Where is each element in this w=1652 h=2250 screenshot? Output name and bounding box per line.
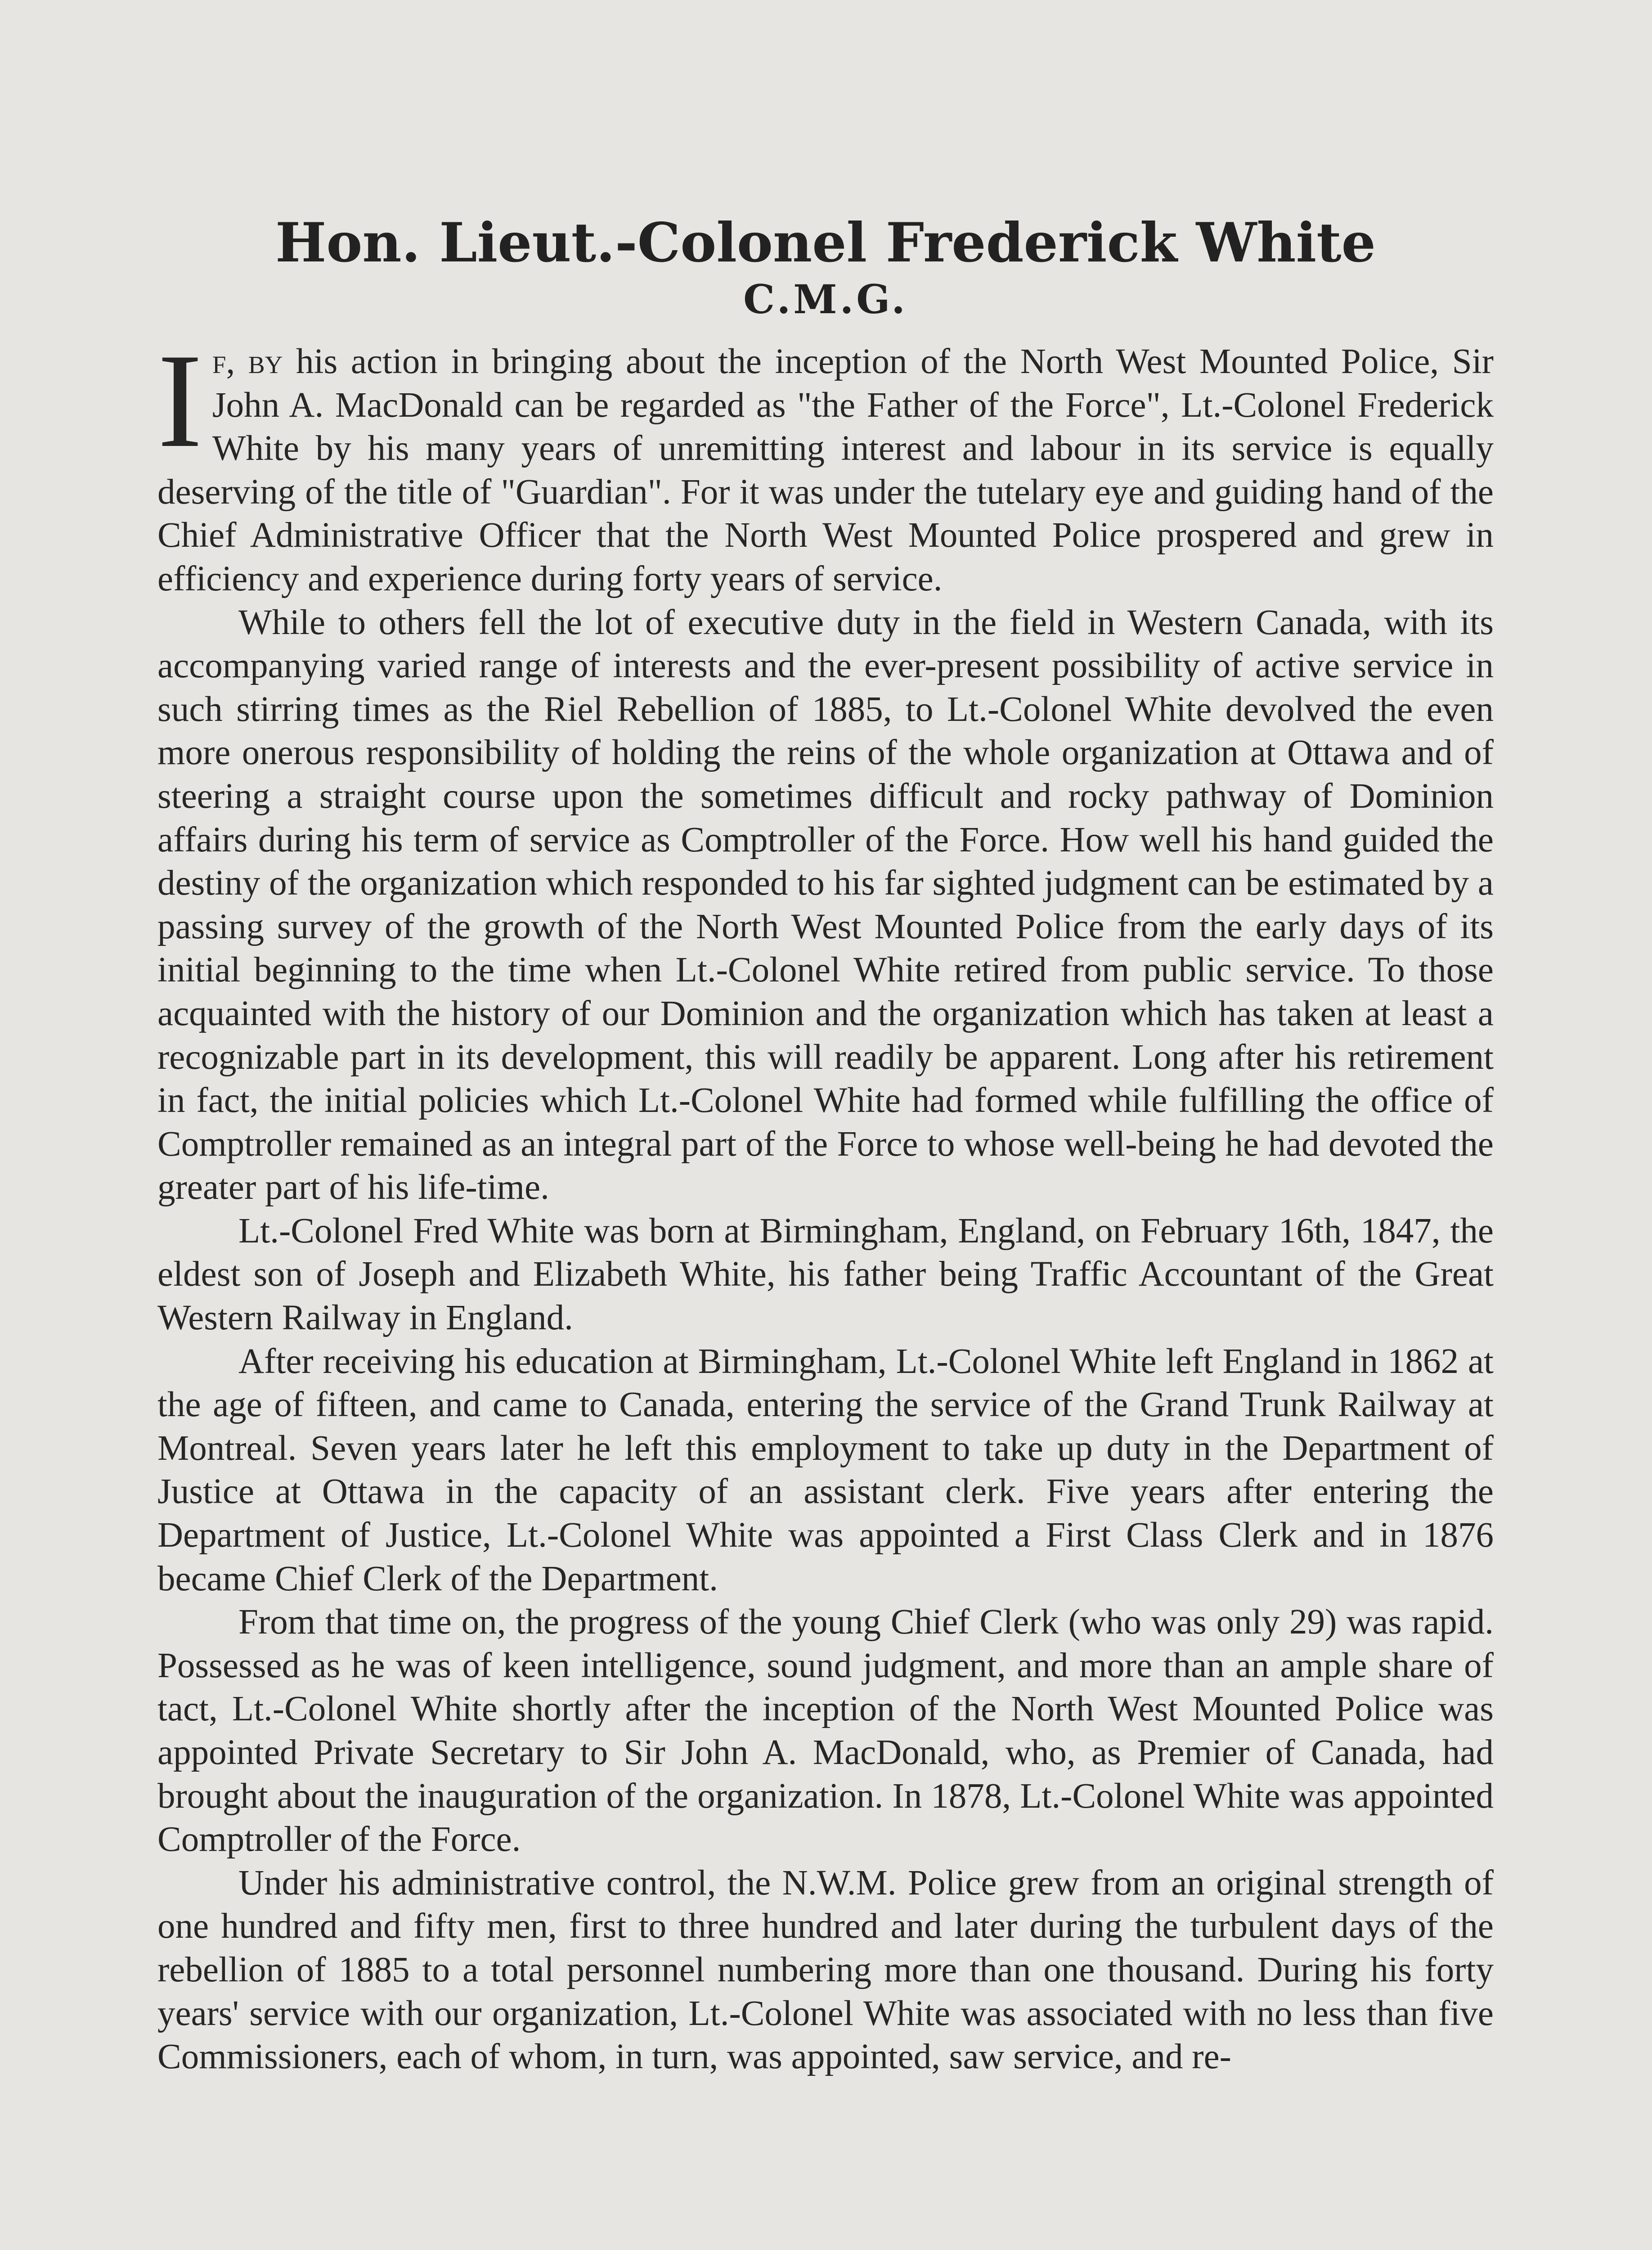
paragraph-5: From that time on, the progress of the young Chief Clerk (who was only 29) was rapid. Possessed as he was of keen intelligence, sound judgment, and more than an ample share of tact, Lt.-Colonel White shortly after the inception of the North West Mounted Police was appointed Private Secretary to Sir John A. MacDonald, who, as Premier of Canada, had brought about the inauguration of the organization. In 1878, Lt.-Colonel White was appointed Comptroller of the Force. — [157, 1602, 1494, 1859]
paragraph-2: While to others fell the lot of executive duty in the field in Western Canada, with its accompanying varied range of interests and the ever-present possibility of active service in such stirring times as the Riel Rebellion of 1885, to Lt.-Colonel White devolved the even more onerous responsibility of holding the reins of the whole organization at Ottawa and of steering a straight course upon the sometimes difficult and rocky pathway of Dominion affairs during his term of service as Comptroller of the Force. How well his hand guided the destiny of the organization which responded to his far sighted judgment can be estimated by a passing survey of the growth of the North West Mounted Police from the early days of its initial beginning to the time when Lt.-Colonel White retired from public service. To those acquainted with the history of our Dominion and the organization which has taken at least a recognizable part in its development, this will readily be apparent. Long after his retirement in fact, the initial policies which Lt.-Colonel White had formed while fulfilling the office of Comptroller remained as an integral part of the Force to whose well-being he had devoted the greater part of his life-time. — [157, 603, 1494, 1207]
paragraph-1 — [157, 326, 1494, 601]
page-title: Hon. Lieut.-Colonel Frederick White — [275, 211, 1376, 274]
paragraph-4: After receiving his education at Birmingham, Lt.-Colonel White left England in 1862 at the age of fifteen, and came to Canada, entering the service of the Grand Trunk Railway at Montreal. Seven years later he left this employment to take up duty in the Department of Justice at Ottawa in the capacity of an assistant clerk. Five years after entering the Department of Justice, Lt.-Colonel White was appointed a First Class Clerk and in 1876 became Chief Clerk of the Department. — [157, 1341, 1494, 1598]
drop-cap: I — [157, 326, 202, 475]
paragraph-1-text: his action in bringing about the inception of the North West Mounted Police, Sir John A. MacDonald can be regarded as "the Father of the Force", Lt.-Colonel Frederick White by his many years of unremitting interest and labour in its service is equally deserving of the title of "Guardian". For it was under the tutelary eye and guiding hand of the Chief Administrative Officer that the North West Mounted Police prospered and grew in efficiency and experience during forty years of service. — [157, 342, 1494, 598]
page-subtitle: C.M.G. — [743, 276, 908, 323]
document-page — [157, 212, 1494, 2250]
paragraph-6: Under his administrative control, the N.W.M. Police grew from an original strength of one hundred and fifty men, first to three hundred and later during the turbulent days of the rebellion of 1885 to a total personnel numbering more than one thousand. During his forty years' service with our organization, Lt.-Colonel White was associated with no less than five Commissioners, each of whom, in turn, was appointed, saw service, and re- — [157, 1863, 1494, 2077]
paragraph-3: Lt.-Colonel Fred White was born at Birmingham, England, on February 16th, 1847, the eldest son of Joseph and Elizabeth White, his father being Traffic Accountant of the Great Western Railway in England. — [157, 1211, 1494, 1338]
lead-in: f, by — [212, 342, 283, 381]
article-body — [157, 326, 1494, 2079]
